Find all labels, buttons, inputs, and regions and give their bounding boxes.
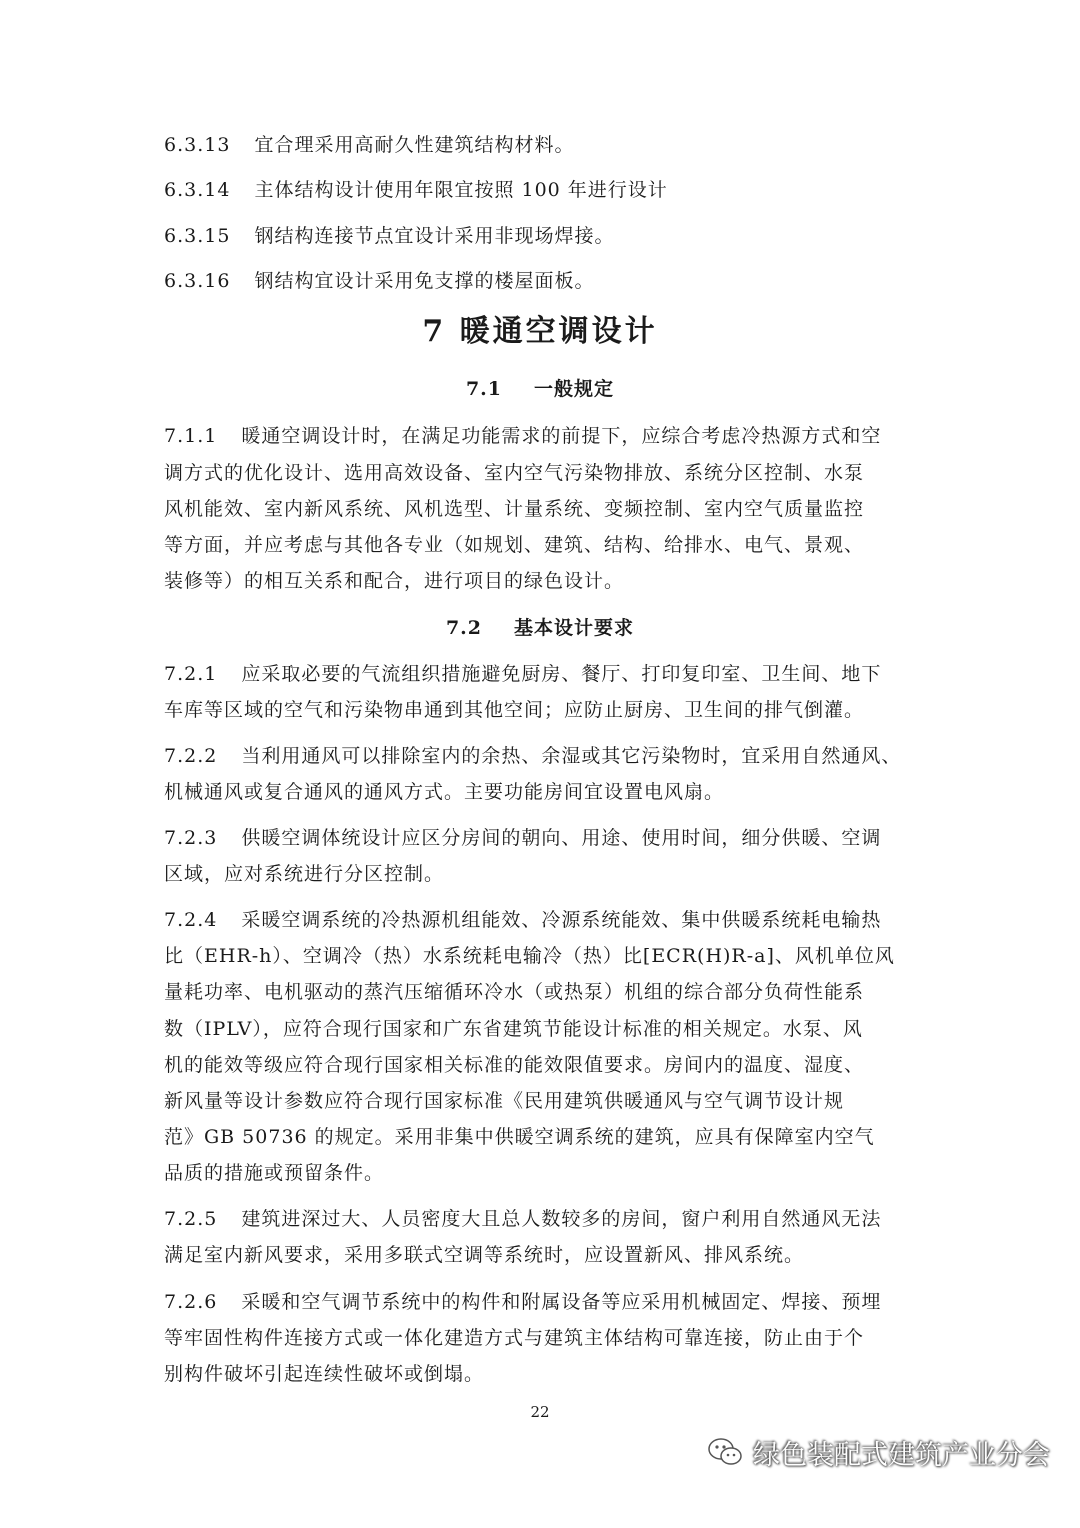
section-heading-7-2: [0, 615, 1080, 641]
clause-line: 区域，应对系统进行分区控制。: [164, 863, 445, 885]
clause-line: 暖通空调设计时，在满足功能需求的前提下，应综合考虑冷热源方式和空: [241, 425, 882, 447]
clause-line: 新风量等设计参数应符合现行国家标准《民用建筑供暖通风与空气调节设计规: [164, 1090, 845, 1112]
page-number: 22: [530, 1403, 550, 1421]
clause-line: 等方面，并应考虑与其他各专业（如规划、建筑、结构、给排水、电气、景观、: [164, 534, 865, 556]
clause-line: 采暖和空气调节系统中的构件和附属设备等应采用机械固定、焊接、预埋: [241, 1291, 882, 1313]
clause-text: 主体结构设计使用年限宜按照 100 年进行设计: [254, 179, 668, 201]
clause-line: 比（EHR-h）、空调冷（热）水系统耗电输冷（热）比[ECR(H)R-a]、风机单位风: [164, 945, 895, 967]
clause-line: 等牢固性构件连接方式或一体化建造方式与建筑主体结构可靠连接，防止由于个: [164, 1327, 865, 1349]
clause-line: 装修等）的相互关系和配合，进行项目的绿色设计。: [164, 570, 625, 592]
clause-line: 应采取必要的气流组织措施避免厨房、餐厅、打印复印室、卫生间、地下: [241, 663, 882, 685]
clause-line: 采暖空调系统的冷热源机组能效、冷源系统能效、集中供暖系统耗电输热: [241, 909, 882, 931]
section-number: 7.2: [445, 617, 483, 639]
clause-6-3-16: [164, 268, 924, 294]
clause-number: 6.3.13: [164, 134, 231, 156]
clause-number: 7.2.1: [164, 663, 218, 685]
chapter-heading: [0, 312, 1080, 352]
section-heading-7-1: [0, 376, 1080, 402]
clause-line: 当利用通风可以排除室内的余热、余湿或其它污染物时，宜采用自然通风、: [241, 745, 902, 767]
chapter-number: 7: [422, 314, 447, 349]
clause-line: 机械通风或复合通风的通风方式。主要功能房间宜设置电风扇。: [164, 781, 725, 803]
section-title: 基本设计要求: [514, 617, 635, 639]
clause-line: 机的能效等级应符合现行国家相关标准的能效限值要求。房间内的温度、湿度、: [164, 1054, 865, 1076]
clause-number: 6.3.16: [164, 270, 231, 292]
clause-line: 范》GB 50736 的规定。采用非集中供暖空调系统的建筑，应具有保障室内空气: [164, 1126, 875, 1148]
clause-line: 别构件破坏引起连续性破坏或倒塌。: [164, 1363, 485, 1385]
clause-6-3-13: [164, 132, 924, 158]
wechat-icon: [707, 1437, 743, 1467]
clause-text: 钢结构连接节点宜设计采用非现场焊接。: [254, 225, 615, 247]
clause-line: 风机能效、室内新风系统、风机选型、计量系统、变频控制、室内空气质量监控: [164, 498, 865, 520]
clause-number: 6.3.14: [164, 179, 231, 201]
section-number: 7.1: [465, 378, 503, 400]
clause-number: 7.2.6: [164, 1291, 218, 1313]
clause-line: 品质的措施或预留条件。: [164, 1162, 385, 1184]
clause-text: 钢结构宜设计采用免支撑的楼屋面板。: [254, 270, 595, 292]
watermark: [707, 1432, 1050, 1472]
clause-line: 调方式的优化设计、选用高效设备、室内空气污染物排放、系统分区控制、水泵: [164, 462, 865, 484]
chapter-title: 暖通空调设计: [459, 314, 658, 349]
section-title: 一般规定: [534, 378, 615, 400]
clause-text: 宜合理采用高耐久性建筑结构材料。: [254, 134, 575, 156]
clause-line: 供暖空调体统设计应区分房间的朝向、用途、使用时间，细分供暖、空调: [241, 827, 882, 849]
clause-number: 6.3.15: [164, 225, 231, 247]
clause-number: 7.2.4: [164, 909, 218, 931]
clause-line: 建筑进深过大、人员密度大且总人数较多的房间，窗户利用自然通风无法: [241, 1208, 882, 1230]
watermark-text: 绿色装配式建筑产业分会: [753, 1439, 1050, 1471]
clause-line: 数（IPLV），应符合现行国家和广东省建筑节能设计标准的相关规定。水泵、风: [164, 1018, 863, 1040]
clause-line: 满足室内新风要求，采用多联式空调等系统时，应设置新风、排风系统。: [164, 1244, 805, 1266]
clause-number: 7.2.2: [164, 745, 218, 767]
clause-6-3-14: [164, 177, 924, 203]
clause-number: 7.2.3: [164, 827, 218, 849]
clause-number: 7.1.1: [164, 425, 218, 447]
clause-line: 量耗功率、电机驱动的蒸汽压缩循环冷水（或热泵）机组的综合部分负荷性能系: [164, 981, 865, 1003]
clause-line: 车库等区域的空气和污染物串通到其他空间；应防止厨房、卫生间的排气倒灌。: [164, 699, 865, 721]
clause-number: 7.2.5: [164, 1208, 218, 1230]
clause-6-3-15: [164, 223, 924, 249]
